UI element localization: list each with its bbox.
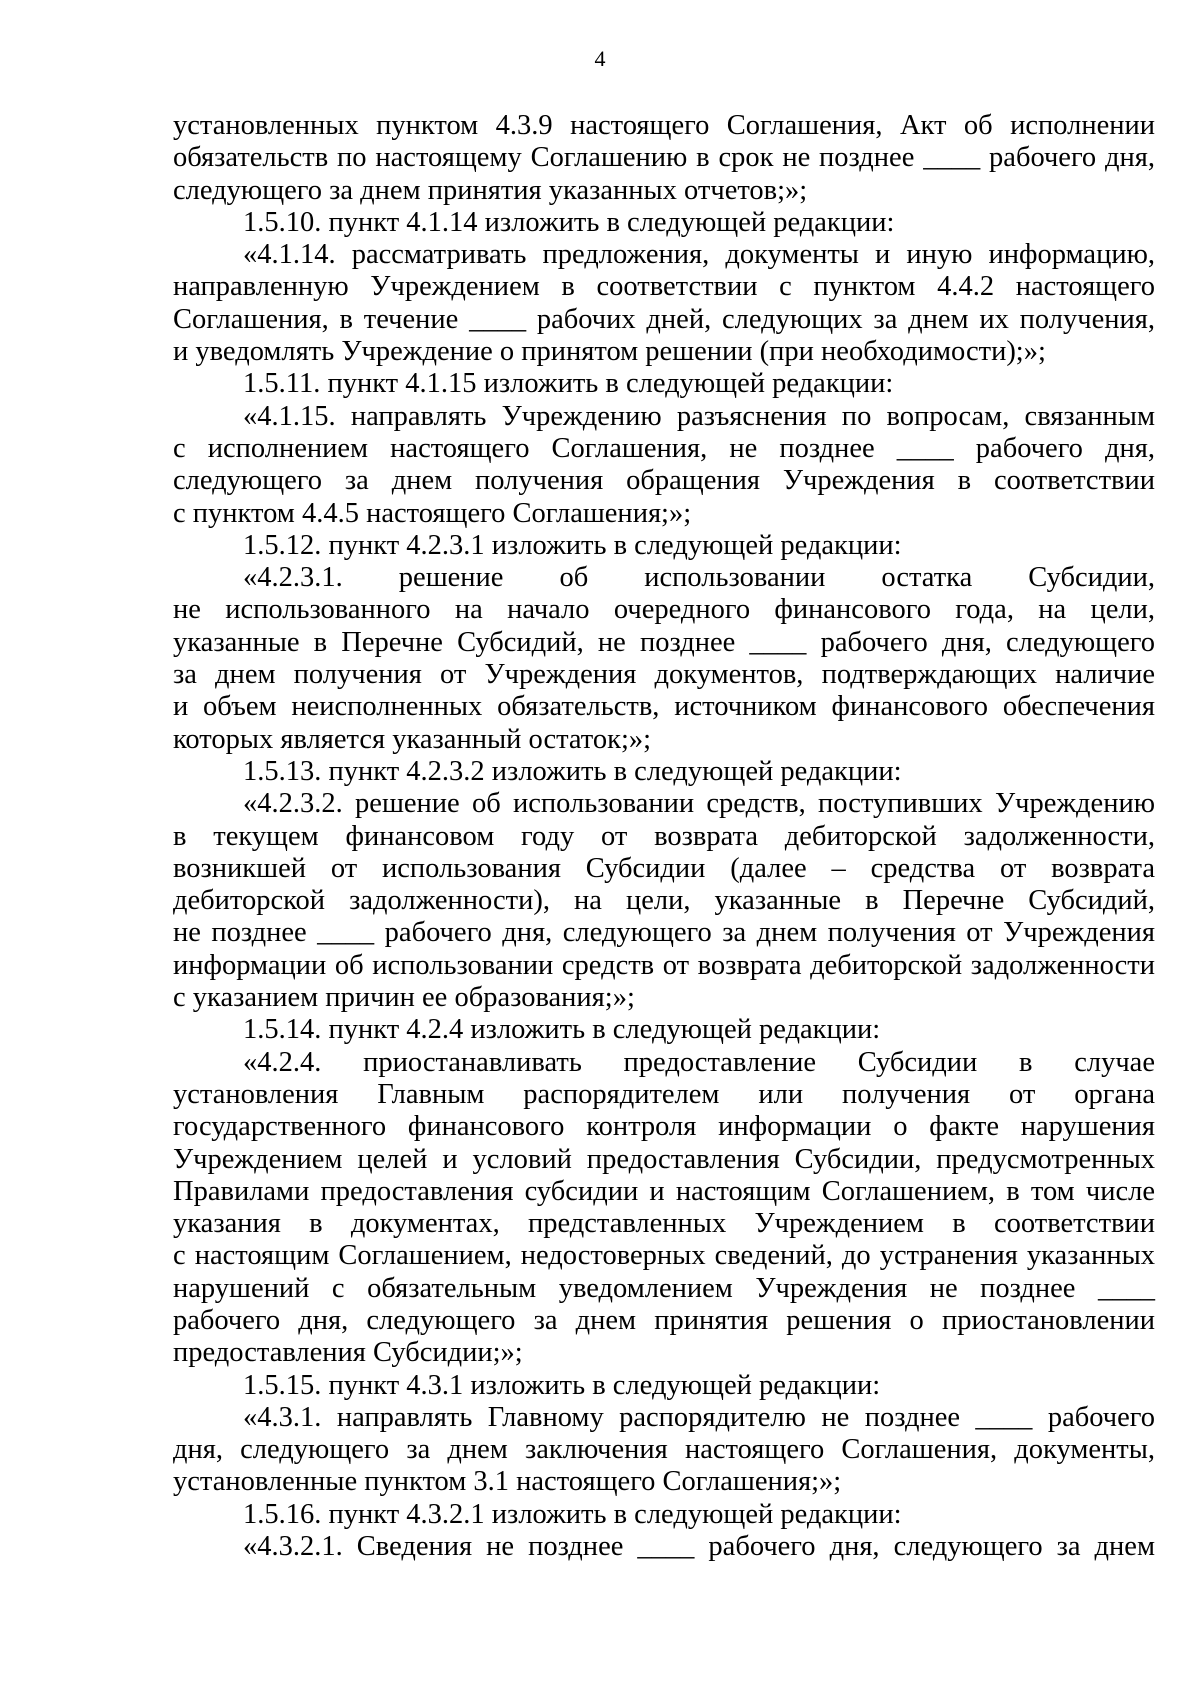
text-line: государственного финансового контроля информации о факте нарушения [173, 1111, 1155, 1143]
text-line: предоставления Субсидии;»; [173, 1337, 523, 1369]
text-line: 1.5.13. пункт 4.2.3.2 изложить в следующей редакции: [243, 755, 902, 787]
text-line: следующего за днем получения обращения Учреждения в соответствии [173, 465, 1155, 497]
page-number: 4 [594, 46, 606, 71]
text-line: «4.1.14. рассматривать предложения, документы и иную информацию, [243, 239, 1155, 271]
text-line: 1.5.14. пункт 4.2.4 изложить в следующей редакции: [243, 1014, 881, 1046]
text-line: «4.3.2.1. Сведения не позднее ____ рабочего дня, следующего за днем [243, 1531, 1155, 1563]
text-line: возникшей от использования Субсидии (далее – средства от возврата [173, 852, 1155, 884]
text-line: и уведомлять Учреждение о принятом решении (при необходимости);»; [173, 336, 1046, 368]
text-line: 1.5.16. пункт 4.3.2.1 изложить в следующей редакции: [243, 1498, 902, 1530]
text-line: 1.5.15. пункт 4.3.1 изложить в следующей редакции: [243, 1369, 881, 1401]
text-line: не использованного на начало очередного финансового года, на цели, [173, 594, 1155, 626]
text-line: следующего за днем принятия указанных отчетов;»; [173, 174, 808, 206]
text-line: 1.5.12. пункт 4.2.3.1 изложить в следующей редакции: [243, 529, 902, 561]
document-body [173, 110, 1155, 1563]
text-line: в текущем финансовом году от возврата дебиторской задолженности, [173, 820, 1155, 852]
text-line: не позднее ____ рабочего дня, следующего за днем получения от Учреждения [173, 917, 1155, 949]
text-line: информации об использовании средств от возврата дебиторской задолженности [173, 949, 1155, 981]
text-line: Учреждением целей и условий предоставления Субсидии, предусмотренных [173, 1143, 1155, 1175]
text-line: установленные пунктом 3.1 настоящего Соглашения;»; [173, 1466, 842, 1498]
text-line: установления Главным распорядителем или получения от органа [173, 1078, 1155, 1110]
text-line: с исполнением настоящего Соглашения, не позднее ____ рабочего дня, [173, 432, 1155, 464]
text-line: дня, следующего за днем заключения настоящего Соглашения, документы, [173, 1434, 1155, 1466]
text-line: которых является указанный остаток;»; [173, 723, 652, 755]
text-line: с пунктом 4.4.5 настоящего Соглашения;»; [173, 497, 692, 529]
text-line: «4.2.4. приостанавливать предоставление Субсидии в случае [243, 1046, 1155, 1078]
text-line: Соглашения, в течение ____ рабочих дней, следующих за днем их получения, [173, 303, 1155, 335]
text-line: обязательств по настоящему Соглашению в срок не позднее ____ рабочего дня, [173, 142, 1155, 174]
text-line: с указанием причин ее образования;»; [173, 982, 635, 1014]
text-line: за днем получения от Учреждения документов, подтверждающих наличие [173, 659, 1155, 691]
text-line: 1.5.10. пункт 4.1.14 изложить в следующей редакции: [243, 206, 895, 238]
text-line: установленных пунктом 4.3.9 настоящего Соглашения, Акт об исполнении [173, 110, 1155, 141]
text-line: «4.2.3.1. решение об использовании остатка Субсидии, [243, 562, 1155, 594]
text-line: указания в документах, представленных Учреждением в соответствии [173, 1208, 1155, 1240]
text-line: «4.1.15. направлять Учреждению разъяснения по вопросам, связанным [243, 400, 1155, 432]
text-line: 1.5.11. пункт 4.1.15 изложить в следующей редакции: [243, 368, 894, 400]
text-line: указанные в Перечне Субсидий, не позднее ____ рабочего дня, следующего [173, 626, 1155, 658]
text-line: дебиторской задолженности), на цели, указанные в Перечне Субсидий, [173, 885, 1155, 917]
text-line: «4.3.1. направлять Главному распорядителю не позднее ____ рабочего [243, 1401, 1155, 1433]
text-line: направленную Учреждением в соответствии с пунктом 4.4.2 настоящего [173, 271, 1155, 303]
text-line: рабочего дня, следующего за днем принятия решения о приостановлении [173, 1304, 1155, 1336]
text-line: с настоящим Соглашением, недостоверных сведений, до устранения указанных [173, 1240, 1155, 1272]
text-line: нарушений с обязательным уведомлением Учреждения не позднее ____ [173, 1272, 1155, 1304]
text-line: Правилами предоставления субсидии и настоящим Соглашением, в том числе [173, 1175, 1155, 1207]
text-line: «4.2.3.2. решение об использовании средств, поступивших Учреждению [243, 788, 1155, 820]
text-line: и объем неисполненных обязательств, источником финансового обеспечения [173, 691, 1155, 723]
